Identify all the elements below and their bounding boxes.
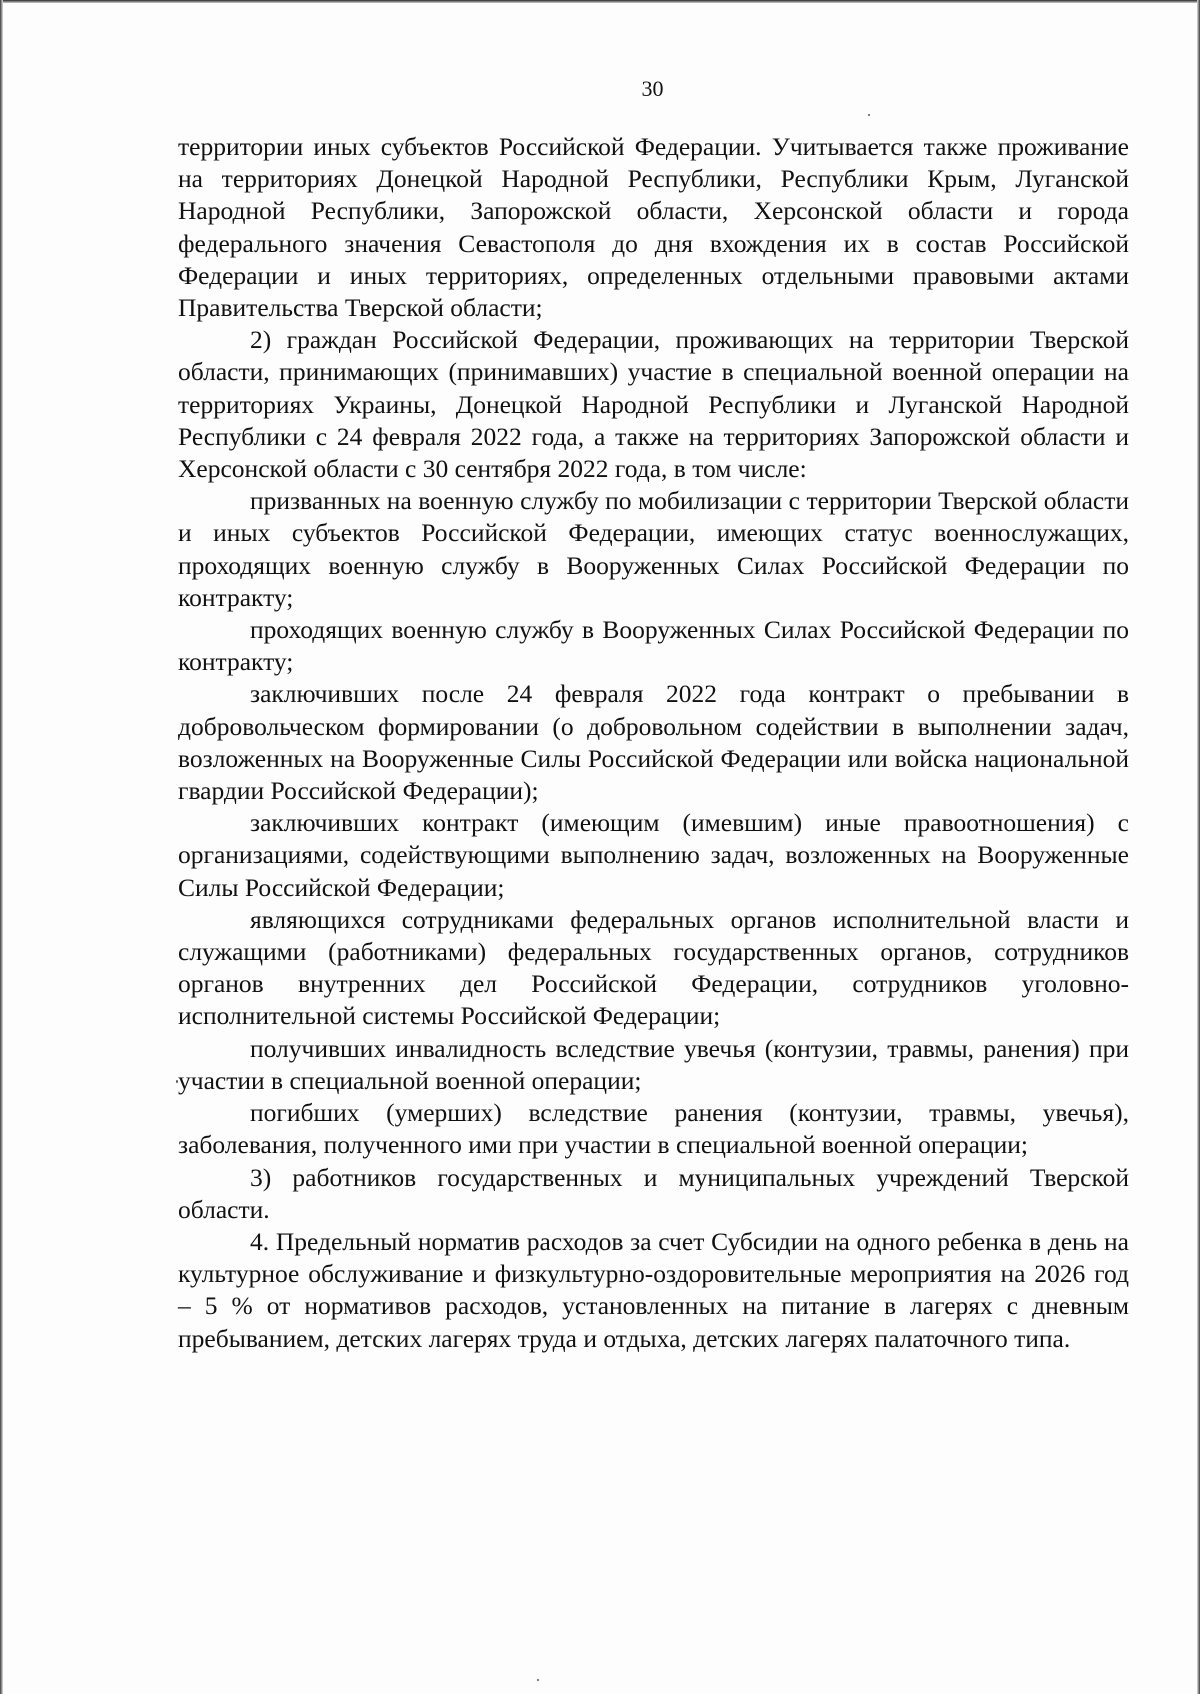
- paragraph-mobilized: призванных на военную службу по мобилизации с территории Тверской области и иных субъектов Российской Федерации, имеющих статус военнослужащих, проходящих военную службу в Вооруженных Силах Российской Федерации по контракту;: [178, 486, 1129, 612]
- scan-speck: [537, 1679, 539, 1681]
- scan-edge-top: [0, 0, 1200, 3]
- paragraph-item-2: 2) граждан Российской Федерации, проживающих на территории Тверской области, принимающих (принимавших) участие в специальной военной операции на территориях Украины, Донецкой Народной Республики и Луганской Народной Республики с 24 февраля 2022 года, а также на территориях Запорожской области и Херсонской области с 30 сентября 2022 года, в том числе:: [178, 325, 1129, 484]
- scan-speck: [176, 1080, 178, 1083]
- paragraph-volunteer: заключивших после 24 февраля 2022 года контракт о пребывании в добровольческом формировании (о добровольном содействии в выполнении задач, возложенных на Вооруженные Силы Российской Федерации или войска национальной гвардии Российской Федерации);: [178, 679, 1129, 806]
- paragraph-item-3: 3) работников государственных и муниципальных учреждений Тверской области.: [178, 1162, 1129, 1224]
- paragraph-disability: получивших инвалидность вследствие увечья (контузии, травмы, ранения) при участии в специальной военной операции;: [178, 1033, 1129, 1095]
- page-number: 30: [641, 76, 664, 101]
- paragraph-continuation: территории иных субъектов Российской Федерации. Учитывается также проживание на территориях Донецкой Народной Республики, Республики Крым, Луганской Народной Республики, Запорожской области, Херсонской области и города федерального значения Севастополя до дня вхождения их в состав Российской Федерации и иных территориях, определенных отдельными правовыми актами Правительства Тверской области;: [178, 132, 1129, 323]
- document-body: [178, 131, 1129, 1355]
- scan-speck: [868, 114, 870, 116]
- paragraph-organizations: заключивших контракт (имеющим (имевшим) иные правоотношения) с организациями, содействующими выполнению задач, возложенных на Вооруженные Силы Российской Федерации;: [178, 808, 1129, 902]
- paragraph-clause-4: 4. Предельный норматив расходов за счет Субсидии на одного ребенка в день на культурное обслуживание и физкультурно-оздоровительные мероприятия на 2026 год – 5 % от нормативов расходов, установленных на питание в лагерях с дневным пребыванием, детских лагерях труда и отдыха, детских лагерях палаточного типа.: [178, 1226, 1129, 1353]
- paragraph-contract: проходящих военную службу в Вооруженных Силах Российской Федерации по контракту;: [178, 615, 1129, 677]
- paragraph-deceased: погибших (умерших) вследствие ранения (контузии, травмы, увечья), заболевания, полученного ими при участии в специальной военной операции;: [178, 1098, 1129, 1160]
- scan-edge-left: [0, 0, 3, 1694]
- paragraph-officials: являющихся сотрудниками федеральных органов исполнительной власти и служащими (работниками) федеральных государственных органов, сотрудников органов внутренних дел Российской Федерации, сотрудников уголовно-исполнительной системы Российской Федерации;: [178, 904, 1129, 1031]
